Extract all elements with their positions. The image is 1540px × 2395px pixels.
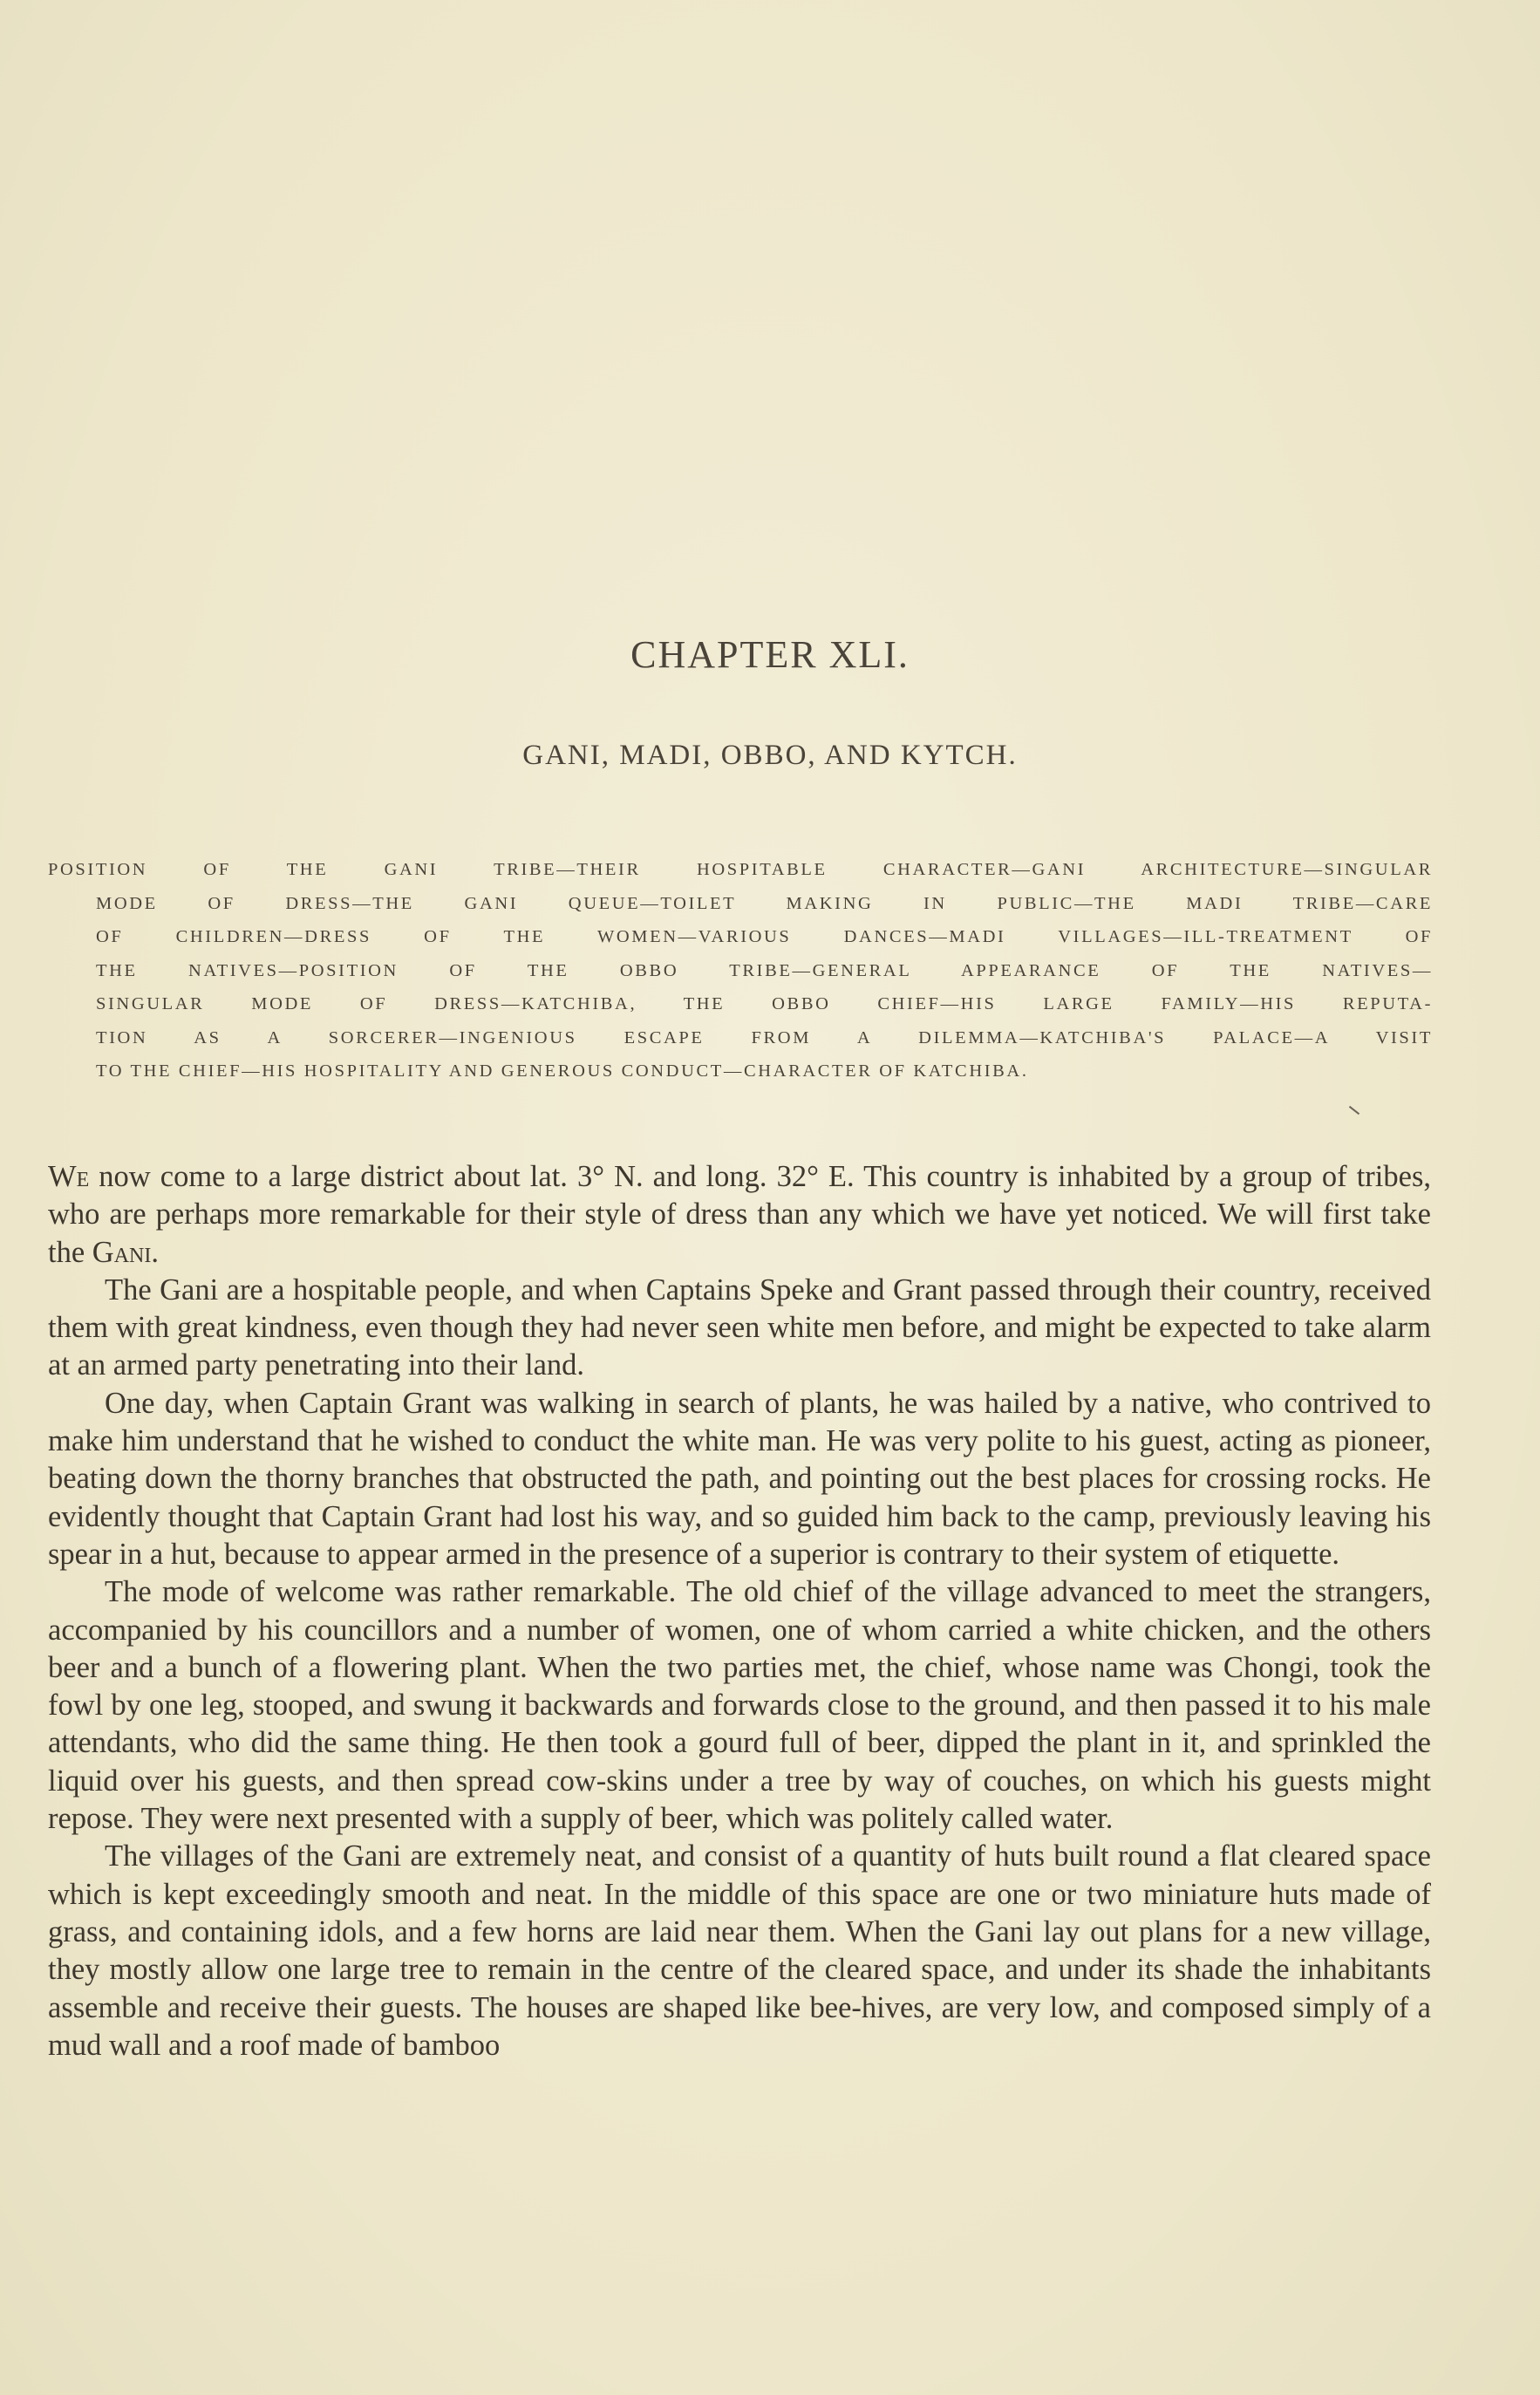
chapter-subtitle: GANI, MADI, OBBO, AND KYTCH. bbox=[522, 740, 1018, 771]
synopsis-line: OF CHILDREN—DRESS OF THE WOMEN—VARIOUS DANCES—MADI VILLAGES—ILL-TREATMENT OF bbox=[96, 927, 1433, 946]
paragraph: The villages of the Gani are extremely neat, and consist of a quantity of huts built round a flat cleared space which is kept exceedingly smooth and neat. In the middle of this space are one or two miniature huts made of grass, and containing idols, and a few horns are laid near them. When the Gani lay out plans for a new village, they mostly allow one large tree to remain in the centre of the cleared space, and under its shade the inhabitants assemble and receive their guests. The houses are shaped like bee-hives, are very low, and composed simply of a mud wall and a roof made of bamboo bbox=[48, 1839, 1431, 2062]
synopsis-line: SINGULAR MODE OF DRESS—KATCHIBA, THE OBBO CHIEF—HIS LARGE FAMILY—HIS REPUTA- bbox=[96, 994, 1433, 1013]
paragraph: The Gani are a hospitable people, and when Captains Speke and Grant passed through their country, received them with great kindness, even though they had never seen white men before, and might be expected to take alarm at an armed party penetrating into their land. bbox=[48, 1273, 1431, 1382]
paragraph: One day, when Captain Grant was walking in search of plants, he was hailed by a native, who contrived to make him understand that he wished to conduct the white man. He was very polite to his guest, acting as pioneer, beating down the thorny branches that obstructed the path, and pointing out the best places for crossing rocks. He evidently thought that Captain Grant had lost his way, and so guided him back to the camp, previously leaving his spear in a hut, because to appear armed in the presence of a superior is contrary to their system of etiquette. bbox=[48, 1386, 1431, 1571]
chapter-title: CHAPTER XLI. bbox=[630, 633, 910, 676]
body-text bbox=[48, 1158, 1431, 2064]
paragraph-text: now come to a large district about lat. 3° N. and long. 32° E. This country is inhabited by a group of tribes, who are perhaps more remarkable for their style of dress than any which we have yet noticed. We will first take the bbox=[48, 1160, 1431, 1269]
paragraph-lead: We bbox=[48, 1160, 90, 1193]
synopsis-line: POSITION OF THE GANI TRIBE—THEIR HOSPITABLE CHARACTER—GANI ARCHITECTURE—SINGULAR bbox=[48, 860, 1433, 879]
paragraph: The mode of welcome was rather remarkable. The old chief of the village advanced to meet the strangers, accompanied by his councillors and a number of women, one of whom carried a white chicken, and the others beer and a bunch of a flowering plant. When the two parties met, the chief, whose name was Chongi, took the fowl by one leg, stooped, and swung it backwards and forwards close to the ground, and then passed it to his male attendants, who did the same thing. He then took a gourd full of beer, dipped the plant in it, and sprinkled the liquid over his guests, and then spread cow-skins under a tree by way of couches, on which his guests might repose. They were next presented with a supply of beer, which was politely called water. bbox=[48, 1575, 1431, 1836]
synopsis-line: TION AS A SORCERER—INGENIOUS ESCAPE FROM A DILEMMA—KATCHIBA'S PALACE—A VISIT bbox=[96, 1027, 1433, 1047]
tribe-name: Gani bbox=[92, 1235, 152, 1269]
synopsis-line: TO THE CHIEF—HIS HOSPITALITY AND GENEROUS CONDUCT—CHARACTER OF KATCHIBA. bbox=[96, 1061, 1029, 1081]
chapter-synopsis bbox=[48, 853, 1433, 1088]
print-mark bbox=[1349, 1106, 1359, 1115]
synopsis-line: MODE OF DRESS—THE GANI QUEUE—TOILET MAKING IN PUBLIC—THE MADI TRIBE—CARE bbox=[96, 893, 1433, 913]
paragraph bbox=[48, 1158, 1431, 1272]
synopsis-line: THE NATIVES—POSITION OF THE OBBO TRIBE—GENERAL APPEARANCE OF THE NATIVES— bbox=[96, 960, 1433, 980]
paragraph-end: . bbox=[151, 1235, 159, 1269]
